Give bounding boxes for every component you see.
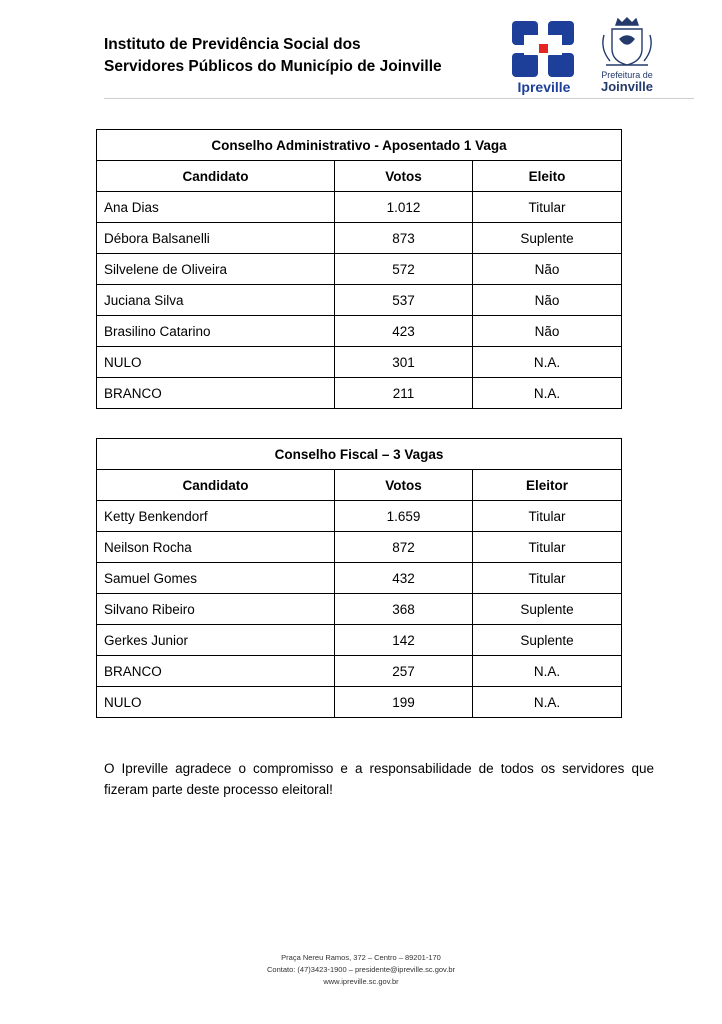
vote-count: 537	[335, 285, 473, 316]
election-result: Não	[473, 285, 622, 316]
vote-count: 1.659	[335, 501, 473, 532]
election-result: Suplente	[473, 223, 622, 254]
header-title-line2: Servidores Públicos do Município de Joinville	[104, 58, 442, 75]
column-header-votes: Votos	[335, 470, 473, 501]
election-result: Não	[473, 316, 622, 347]
vote-count: 572	[335, 254, 473, 285]
candidate-name: Juciana Silva	[97, 285, 335, 316]
column-header-votes: Votos	[335, 161, 473, 192]
table-caption: Conselho Administrativo - Aposentado 1 Vaga	[97, 130, 622, 161]
vote-count: 142	[335, 625, 473, 656]
table-row	[97, 316, 622, 347]
table-row	[97, 378, 622, 409]
election-result: N.A.	[473, 347, 622, 378]
candidate-name: Samuel Gomes	[97, 563, 335, 594]
vote-count: 432	[335, 563, 473, 594]
table-row	[97, 347, 622, 378]
table-row	[97, 223, 622, 254]
table-row	[97, 687, 622, 718]
election-result: N.A.	[473, 378, 622, 409]
candidate-name: Gerkes Junior	[97, 625, 335, 656]
election-result: Titular	[473, 563, 622, 594]
election-result: Suplente	[473, 594, 622, 625]
candidate-name: Ketty Benkendorf	[97, 501, 335, 532]
vote-count: 257	[335, 656, 473, 687]
column-header-candidate: Candidato	[97, 161, 335, 192]
table-row	[97, 501, 622, 532]
election-result: N.A.	[473, 656, 622, 687]
candidate-name: Silvano Ribeiro	[97, 594, 335, 625]
table-row	[97, 563, 622, 594]
vote-count: 211	[335, 378, 473, 409]
column-header-elector: Eleitor	[473, 470, 622, 501]
table-row	[97, 285, 622, 316]
column-header-elected: Eleito	[473, 161, 622, 192]
header-title-line1: Instituto de Previdência Social dos	[104, 36, 361, 53]
footer-contact: Contato: (47)3423-1900 – presidente@ipreville.sc.gov.br	[267, 965, 455, 974]
table-row	[97, 254, 622, 285]
election-result: N.A.	[473, 687, 622, 718]
table-row	[97, 192, 622, 223]
joinville-logo-line1: Prefeitura de	[601, 70, 653, 80]
election-result: Suplente	[473, 625, 622, 656]
candidate-name: NULO	[97, 687, 335, 718]
candidate-name: Ana Dias	[97, 192, 335, 223]
table-row	[97, 656, 622, 687]
document-footer	[0, 952, 722, 988]
table-row	[97, 625, 622, 656]
candidate-name: BRANCO	[97, 656, 335, 687]
table-row	[97, 532, 622, 563]
vote-count: 199	[335, 687, 473, 718]
election-result: Não	[473, 254, 622, 285]
column-header-candidate: Candidato	[97, 470, 335, 501]
candidate-name: Silvelene de Oliveira	[97, 254, 335, 285]
header-divider	[104, 98, 694, 99]
document-header-title	[104, 34, 442, 78]
candidate-name: Neilson Rocha	[97, 532, 335, 563]
election-result: Titular	[473, 501, 622, 532]
vote-count: 872	[335, 532, 473, 563]
vote-count: 301	[335, 347, 473, 378]
closing-message: O Ipreville agradece o compromisso e a responsabilidade de todos os servidores que fizeram parte deste processo eleitoral!	[104, 760, 654, 797]
election-result: Titular	[473, 192, 622, 223]
joinville-coat-of-arms-logo	[596, 15, 658, 95]
footer-address: Praça Nereu Ramos, 372 – Centro – 89201-170	[281, 953, 441, 962]
ipreville-logo-text: Ipreville	[517, 79, 571, 95]
vote-count: 368	[335, 594, 473, 625]
candidate-name: BRANCO	[97, 378, 335, 409]
footer-website: www.ipreville.sc.gov.br	[323, 977, 399, 986]
candidate-name: NULO	[97, 347, 335, 378]
fiscal-council-table	[96, 438, 622, 718]
election-result: Titular	[473, 532, 622, 563]
table-caption: Conselho Fiscal – 3 Vagas	[97, 439, 622, 470]
vote-count: 1.012	[335, 192, 473, 223]
table-row	[97, 594, 622, 625]
ipreville-logo	[510, 15, 578, 95]
vote-count: 423	[335, 316, 473, 347]
joinville-logo-line2: Joinville	[600, 79, 654, 94]
administrative-council-table	[96, 129, 622, 409]
vote-count: 873	[335, 223, 473, 254]
candidate-name: Brasilino Catarino	[97, 316, 335, 347]
candidate-name: Débora Balsanelli	[97, 223, 335, 254]
